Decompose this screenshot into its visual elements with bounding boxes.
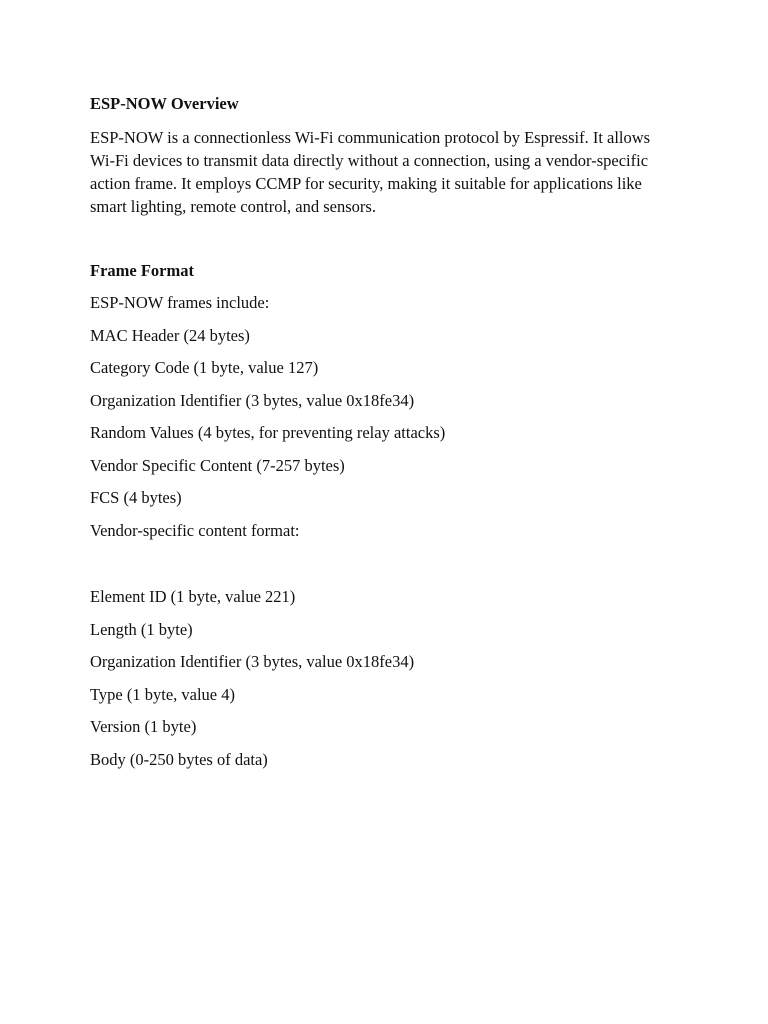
list-item: Vendor Specific Content (7-257 bytes) — [90, 455, 345, 475]
overview-paragraph — [90, 126, 690, 218]
overview-heading: ESP-NOW Overview — [90, 94, 239, 113]
list-item: Category Code (1 byte, value 127) — [90, 358, 319, 377]
frame-format-heading: Frame Format — [90, 261, 194, 280]
list-item: Element ID (1 byte, value 221) — [90, 587, 296, 606]
list-item: MAC Header (24 bytes) — [90, 325, 250, 345]
list-item: Organization Identifier (3 bytes, value 0x18fe34) — [90, 390, 415, 410]
list-item: FCS (4 bytes) — [90, 488, 182, 507]
frame-field-list — [90, 325, 690, 510]
list-item: Random Values (4 bytes, for preventing relay attacks) — [90, 423, 446, 442]
document-page — [90, 93, 690, 781]
frame-format-intro: ESP-NOW frames include: — [90, 293, 270, 312]
list-item: Length (1 byte) — [90, 619, 193, 639]
list-item: Body (0-250 bytes of data) — [90, 749, 268, 769]
list-item: Version (1 byte) — [90, 717, 197, 736]
overview-line: smart lighting, remote control, and sensors. — [90, 197, 376, 216]
vendor-field-list — [90, 586, 690, 771]
overview-line: Wi-Fi devices to transmit data directly without a connection, using a vendor-specific — [90, 151, 649, 170]
overview-line: ESP-NOW is a connectionless Wi-Fi communication protocol by Espressif. It allows — [90, 128, 651, 147]
list-item: Organization Identifier (3 bytes, value 0x18fe34) — [90, 652, 415, 671]
paragraph-gap — [90, 552, 690, 586]
overview-line: action frame. It employs CCMP for security, making it suitable for applications like — [90, 174, 642, 193]
vendor-content-intro: Vendor-specific content format: — [90, 520, 300, 540]
list-item: Type (1 byte, value 4) — [90, 684, 236, 704]
